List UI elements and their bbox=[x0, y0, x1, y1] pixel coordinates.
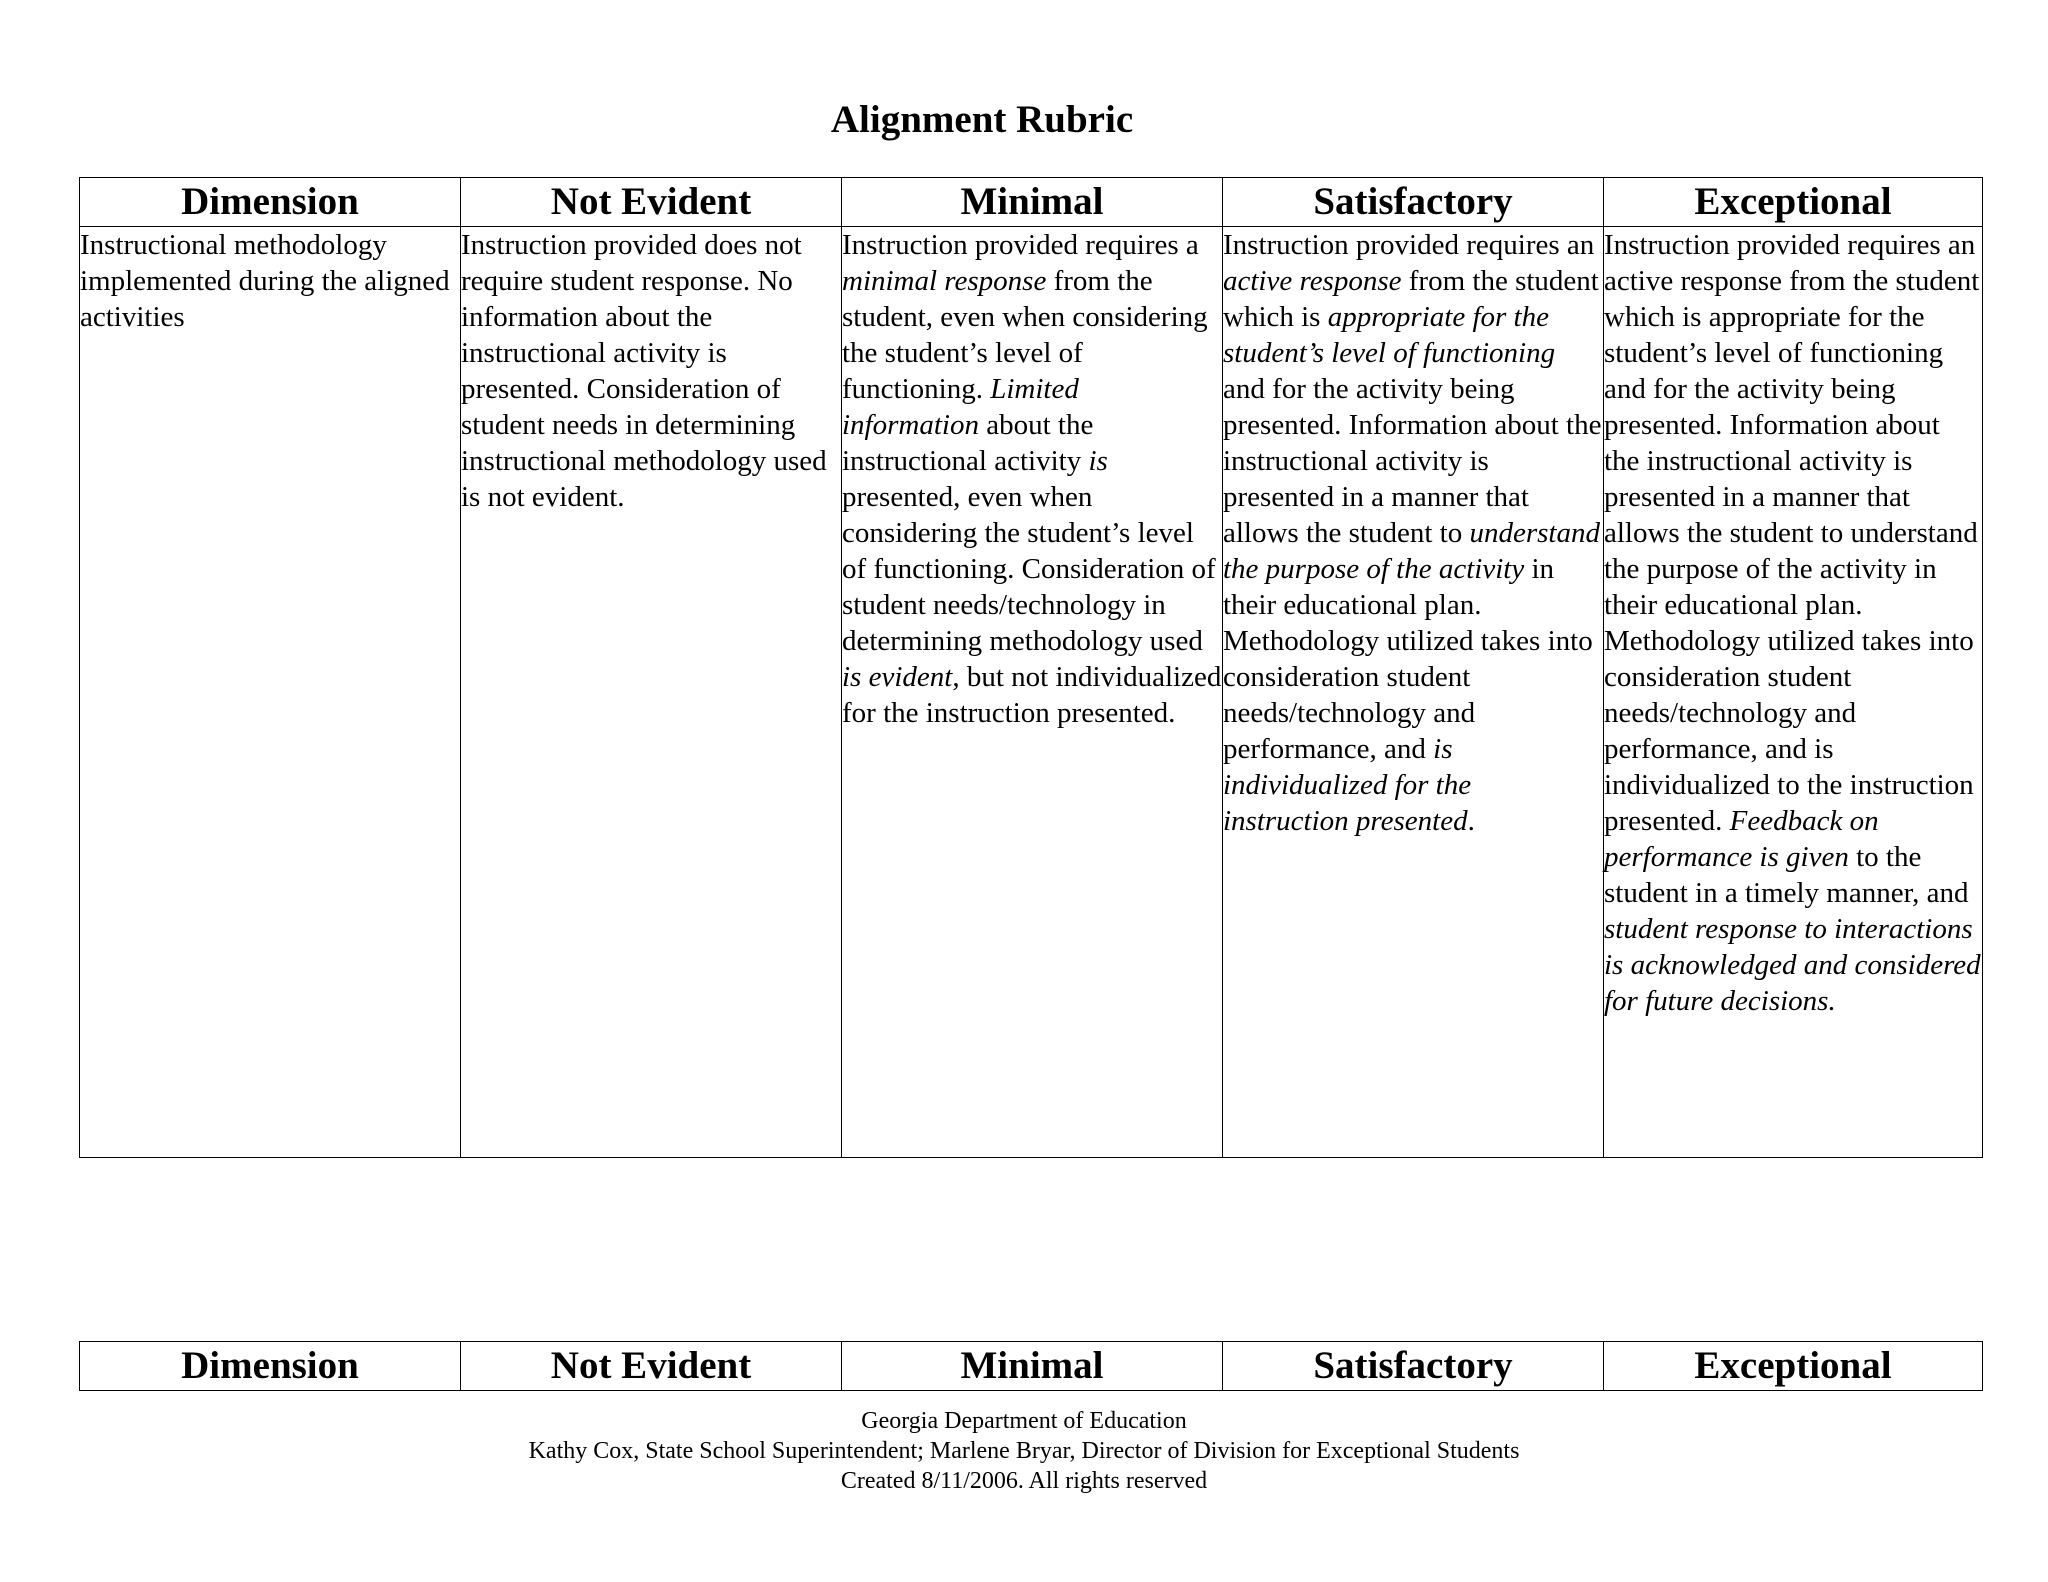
cell-exceptional: Instruction provided requires an active response from the student which is appropriate for the student’s level of functioning and for the activity being presented. Information about the instructional activity is presented in a manner that allows the student to understand the purpose of the activity in their educational plan. Methodology utilized takes into consideration student needs/technology and performance, and is individualized to the instruction presented. Feedback on performance is given to the student in a timely manner, and student response to interactions is acknowledged and considered for future decisions. bbox=[1604, 227, 1983, 1158]
emphasis-text: is individualized for the instruction presented bbox=[1223, 733, 1472, 837]
cell-satisfactory: Instruction provided requires an active response from the student which is appropriate for the student’s level of functioning and for the activity being presented. Information about the instructional activity is presented in a manner that allows the student to understand the purpose of the activity in their educational plan. Methodology utilized takes into consideration student needs/technology and performance, and is individualized for the instruction presented. bbox=[1223, 227, 1604, 1158]
emphasis-text: Feedback on performance is given bbox=[1604, 805, 1879, 873]
emphasis-text: is evident bbox=[842, 661, 953, 693]
footer-organization: Georgia Department of Education bbox=[861, 1408, 1187, 1434]
header-row bbox=[80, 178, 1983, 227]
header-dimension: Dimension bbox=[80, 178, 461, 227]
emphasis-text: student response to interactions is acknowledged and considered for future decisions. bbox=[1604, 913, 1981, 1017]
header-dimension: Dimension bbox=[80, 1342, 461, 1391]
header-not-evident: Not Evident bbox=[461, 1342, 842, 1391]
header-not-evident: Not Evident bbox=[461, 178, 842, 227]
cell-not-evident: Instruction provided does not require student response. No information about the instructional activity is presented. Consideration of student needs in determining instructional methodology used is not evident. bbox=[461, 227, 842, 1158]
emphasis-text: understand the purpose of the activity bbox=[1223, 517, 1600, 585]
cell-dimension: Instructional methodology implemented during the aligned activities bbox=[80, 227, 461, 1158]
header-row bbox=[80, 1342, 1983, 1391]
table-row bbox=[80, 227, 1983, 1158]
emphasis-text: is bbox=[1088, 445, 1108, 477]
header-exceptional: Exceptional bbox=[1604, 178, 1983, 227]
rubric-table bbox=[79, 177, 1983, 1158]
rubric-table-continued bbox=[79, 1341, 1983, 1391]
footer-created: Created 8/11/2006. All rights reserved bbox=[840, 1468, 1208, 1494]
header-exceptional: Exceptional bbox=[1604, 1342, 1983, 1391]
page-title: Alignment Rubric bbox=[830, 98, 1134, 141]
emphasis-text: active response bbox=[1223, 265, 1402, 297]
emphasis-text: Limited information bbox=[842, 373, 1079, 441]
header-satisfactory: Satisfactory bbox=[1223, 1342, 1604, 1391]
emphasis-text: appropriate for the student’s level of functioning bbox=[1223, 301, 1556, 369]
page-footer bbox=[0, 1406, 2048, 1496]
header-minimal: Minimal bbox=[842, 178, 1223, 227]
cell-minimal: Instruction provided requires a minimal response from the student, even when considering the student’s level of functioning. Limited information about the instructional activity is presented, even when considering the student’s level of functioning. Consideration of student needs/technology in determining methodology used is evident, but not individualized for the instruction presented. bbox=[842, 227, 1223, 1158]
emphasis-text: minimal response bbox=[842, 265, 1047, 297]
footer-credits: Kathy Cox, State School Superintendent; Marlene Bryar, Director of Division for Exceptional Students bbox=[528, 1438, 1520, 1464]
header-minimal: Minimal bbox=[842, 1342, 1223, 1391]
header-satisfactory: Satisfactory bbox=[1223, 178, 1604, 227]
